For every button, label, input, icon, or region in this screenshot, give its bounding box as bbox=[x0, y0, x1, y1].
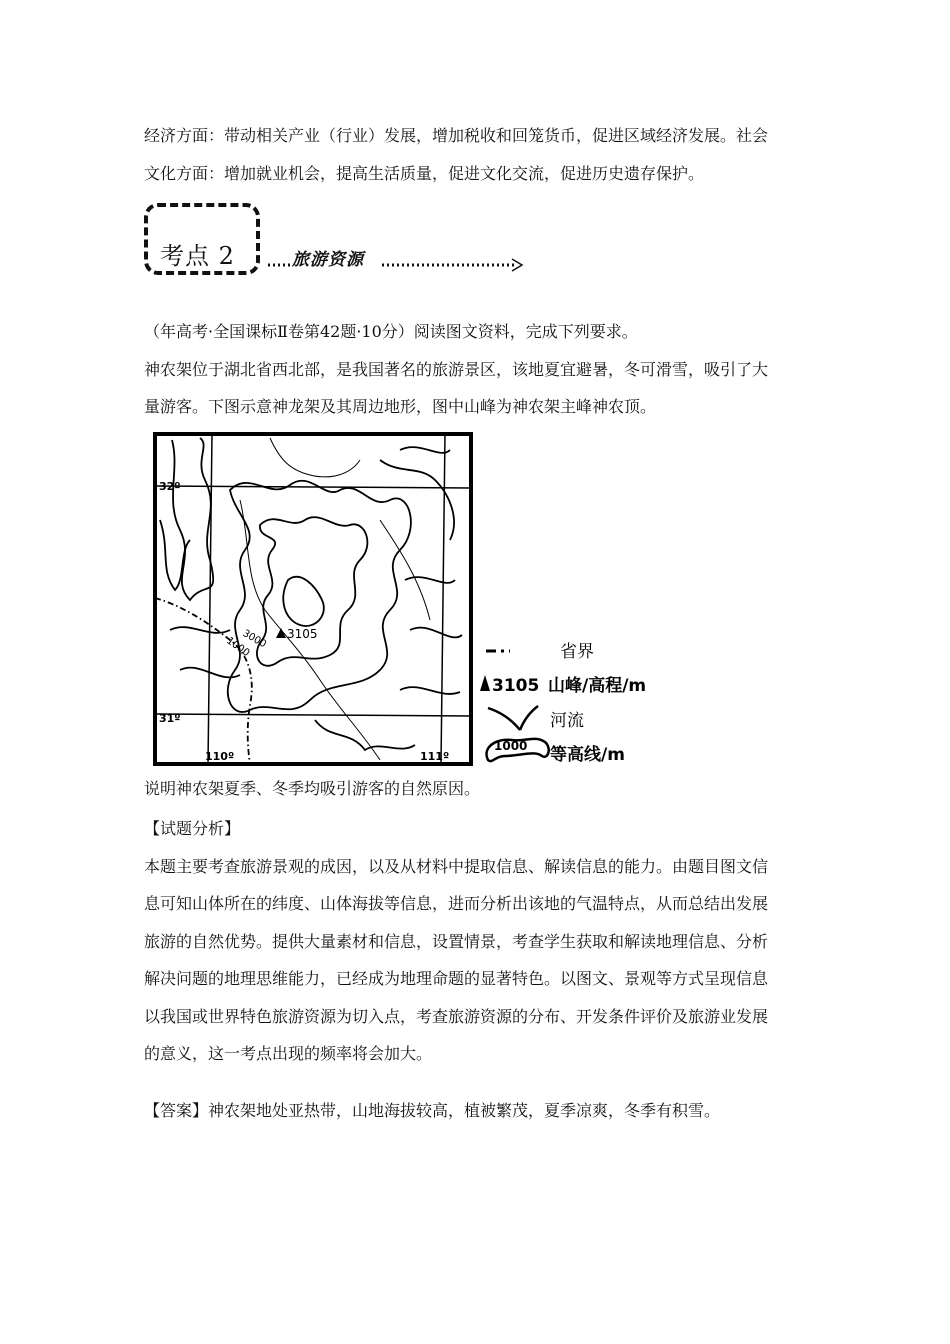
answer-block bbox=[144, 1092, 814, 1130]
intro-line: 文化方面：增加就业机会，提高生活质量，促进文化交流，促进历史遗存保护。 bbox=[144, 163, 705, 183]
question-source: （年高考·全国课标Ⅱ卷第42题·10分）阅读图文资料，完成下列要求。 bbox=[144, 322, 638, 341]
intro-text bbox=[144, 117, 814, 192]
peak-label: 3105 bbox=[287, 627, 318, 641]
analysis-block bbox=[144, 810, 814, 1073]
peak-legend-icon bbox=[480, 675, 490, 691]
map-legend bbox=[480, 642, 646, 765]
legend-contour-label: 等高线/m bbox=[550, 745, 625, 765]
analysis-line: 旅游的自然优势。提供大量素材和信息，设置情景，考查学生获取和解读地理信息、分析 bbox=[144, 931, 769, 951]
answer-text: 神农架地处亚热带，山地海拔较高，植被繁茂，夏季凉爽，冬季有积雪。 bbox=[208, 1101, 721, 1120]
kaodian-title: 旅游资源 bbox=[292, 250, 364, 270]
analysis-line: 息可知山体所在的纬度、山体海拔等信息，进而分析出该地的气温特点，从而总结出发展 bbox=[144, 894, 769, 913]
lat-label-bottom: 31º bbox=[159, 712, 181, 725]
river-legend-icon bbox=[488, 706, 538, 730]
kaodian-label: 考点 2 bbox=[160, 242, 235, 270]
topographic-map bbox=[150, 430, 670, 770]
dotted-arrow bbox=[264, 252, 534, 274]
lon-label-right: 111º bbox=[420, 750, 450, 763]
analysis-line: 本题主要考查旅游景观的成因，以及从材料中提取信息、解读信息的能力。由题目图文信 bbox=[144, 856, 769, 876]
contour-label-1000: 1000 bbox=[224, 635, 252, 660]
answer-label: 【答案】 bbox=[144, 1101, 209, 1120]
legend-boundary: 省界 bbox=[560, 642, 594, 662]
analysis-line: 以我国或世界特色旅游资源为切入点，考查旅游资源的分布、开发条件评价及旅游业发展 bbox=[144, 1006, 769, 1026]
lon-label-left: 110º bbox=[205, 750, 235, 763]
legend-peak-value: 3105 bbox=[492, 676, 540, 696]
contour-label-3000: 3000 bbox=[240, 628, 269, 651]
question-block bbox=[144, 313, 814, 426]
material-line: 量游客。下图示意神龙架及其周边地形，图中山峰为神农架主峰神农顶。 bbox=[144, 397, 657, 416]
legend-river: 河流 bbox=[550, 711, 584, 731]
analysis-heading: 【试题分析】 bbox=[144, 819, 241, 838]
lat-label-top: 32º bbox=[159, 480, 181, 493]
analysis-line: 解决问题的地理思维能力，已经成为地理命题的显著特色。以图文、景观等方式呈现信息 bbox=[144, 969, 769, 988]
material-line: 神农架位于湖北省西北部，是我国著名的旅游景区，该地夏宜避暑，冬可滑雪，吸引了大 bbox=[144, 359, 769, 379]
legend-contour-value: 1000 bbox=[494, 739, 528, 753]
question-prompt: 说明神农架夏季、冬季均吸引游客的自然原因。 bbox=[144, 779, 481, 798]
intro-line: 经济方面：带动相关产业（行业）发展，增加税收和回笼货币，促进区域经济发展。社会 bbox=[144, 126, 769, 145]
legend-peak-label: 山峰/高程/m bbox=[548, 676, 647, 696]
analysis-line: 的意义，这一考点出现的频率将会加大。 bbox=[144, 1044, 433, 1063]
